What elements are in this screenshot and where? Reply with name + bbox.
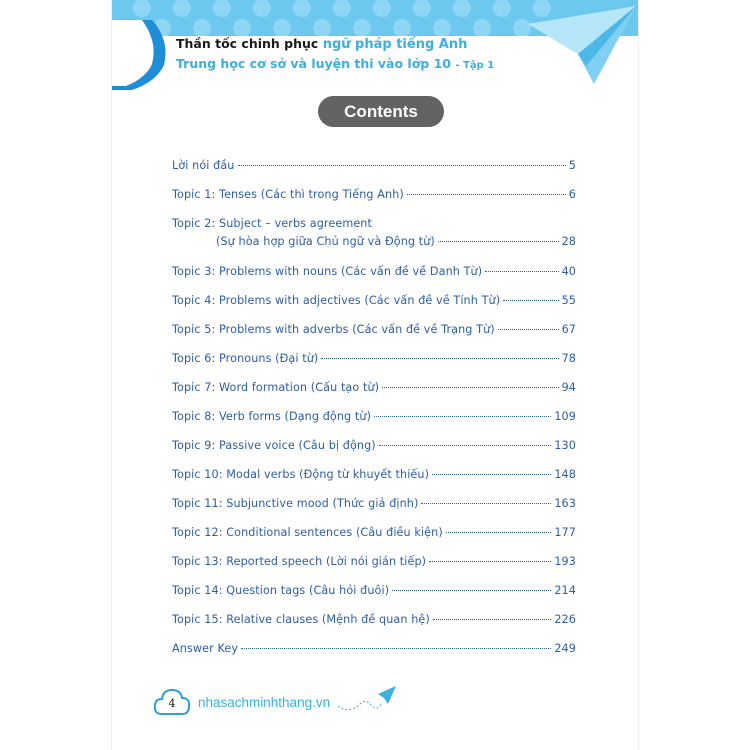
dot-leader bbox=[392, 590, 551, 591]
dot-leader bbox=[433, 619, 552, 620]
toc-entry[interactable] bbox=[172, 264, 576, 293]
toc-entry-page: 193 bbox=[554, 555, 576, 568]
toc-entry-label: Topic 6: Pronouns (Đại từ) bbox=[172, 352, 319, 365]
toc-entry-page: 67 bbox=[561, 323, 576, 336]
dot-leader bbox=[438, 241, 559, 242]
toc-entry-page: 148 bbox=[554, 468, 576, 481]
title-line-2 bbox=[176, 56, 494, 71]
toc-entry-label: Topic 8: Verb forms (Dạng động từ) bbox=[172, 410, 372, 423]
table-of-contents bbox=[172, 158, 576, 670]
page-number: 4 bbox=[168, 696, 176, 710]
toc-entry[interactable] bbox=[172, 467, 576, 496]
toc-entry[interactable] bbox=[172, 641, 576, 670]
dot-leader bbox=[498, 329, 559, 330]
toc-entry-label-continued: (Sự hòa hợp giữa Chủ ngữ và Động từ) bbox=[216, 235, 435, 248]
toc-entry-label: Topic 5: Problems with adverbs (Các vấn đề về Trạng Từ) bbox=[172, 323, 495, 336]
dot-leader bbox=[446, 532, 552, 533]
title-prefix: Thần tốc chinh phục bbox=[176, 36, 319, 51]
footer-plane-icon bbox=[338, 684, 398, 716]
dot-leader bbox=[421, 503, 551, 504]
dot-leader bbox=[241, 648, 551, 649]
toc-entry-page: 130 bbox=[554, 439, 576, 452]
toc-entry[interactable] bbox=[172, 409, 576, 438]
toc-entry-label: Answer Key bbox=[172, 642, 239, 655]
title-accent: ngữ pháp tiếng Anh bbox=[322, 37, 468, 52]
toc-entry-page: 214 bbox=[554, 584, 576, 597]
toc-entry-page: 78 bbox=[561, 352, 576, 365]
corner-swoosh-decoration bbox=[112, 20, 172, 90]
toc-entry-label: Topic 14: Question tags (Câu hỏi đuôi) bbox=[172, 584, 390, 597]
toc-entry-label: Topic 7: Word formation (Cấu tạo từ) bbox=[172, 381, 380, 394]
dot-leader bbox=[321, 358, 558, 359]
dot-leader bbox=[407, 194, 566, 195]
dot-leader bbox=[238, 165, 566, 166]
toc-entry[interactable] bbox=[172, 583, 576, 612]
paper-plane-icon bbox=[498, 0, 638, 90]
toc-entry-label: Lời nói đầu bbox=[172, 159, 235, 172]
book-title bbox=[176, 36, 494, 71]
toc-entry-page: 28 bbox=[561, 235, 576, 248]
toc-entry[interactable] bbox=[172, 322, 576, 351]
toc-entry-page: 94 bbox=[561, 381, 576, 394]
toc-entry[interactable] bbox=[172, 612, 576, 641]
toc-entry-page: 226 bbox=[554, 613, 576, 626]
toc-entry-page: 55 bbox=[561, 294, 576, 307]
volume-label: - Tập 1 bbox=[455, 60, 495, 71]
toc-entry[interactable] bbox=[172, 438, 576, 467]
dot-leader bbox=[379, 445, 552, 446]
book-page bbox=[112, 0, 638, 750]
toc-entry-label: Topic 4: Problems with adjectives (Các vấn đề về Tính Từ) bbox=[172, 294, 501, 307]
toc-entry-page: 163 bbox=[554, 497, 576, 510]
toc-entry-label: Topic 1: Tenses (Các thì trong Tiếng Anh) bbox=[172, 188, 404, 201]
toc-entry-page: 5 bbox=[568, 159, 576, 172]
toc-entry-page: 177 bbox=[554, 526, 576, 539]
dot-leader bbox=[382, 387, 558, 388]
toc-entry-page: 249 bbox=[554, 642, 576, 655]
dot-leader bbox=[432, 474, 551, 475]
dot-leader bbox=[374, 416, 551, 417]
toc-entry[interactable] bbox=[172, 554, 576, 583]
toc-entry-page: 109 bbox=[554, 410, 576, 423]
website-label: nhasachminhthang.vn bbox=[198, 695, 331, 710]
toc-entry[interactable] bbox=[172, 351, 576, 380]
toc-entry[interactable] bbox=[172, 216, 576, 264]
subtitle: Trung học cơ sở và luyện thi vào lớp 10 bbox=[176, 56, 451, 71]
contents-heading: Contents bbox=[318, 96, 444, 127]
toc-entry-label: Topic 12: Conditional sentences (Câu điều kiện) bbox=[172, 526, 443, 539]
title-line-1 bbox=[176, 36, 494, 52]
toc-entry[interactable] bbox=[172, 380, 576, 409]
dot-leader bbox=[429, 561, 551, 562]
dot-leader bbox=[485, 271, 558, 272]
dot-leader bbox=[503, 300, 558, 301]
page-footer bbox=[152, 684, 452, 724]
toc-entry-label: Topic 3: Problems with nouns (Các vấn đề về Danh Từ) bbox=[172, 265, 483, 278]
toc-entry-label: Topic 9: Passive voice (Câu bị động) bbox=[172, 439, 376, 452]
toc-entry-page: 40 bbox=[561, 265, 576, 278]
toc-entry[interactable] bbox=[172, 187, 576, 216]
toc-entry[interactable] bbox=[172, 525, 576, 554]
toc-entry[interactable] bbox=[172, 293, 576, 322]
toc-entry-label: Topic 15: Relative clauses (Mệnh đề quan hệ) bbox=[172, 613, 430, 626]
toc-entry[interactable] bbox=[172, 158, 576, 187]
toc-entry-label: Topic 2: Subject – verbs agreement bbox=[172, 217, 372, 230]
toc-entry-label: Topic 10: Modal verbs (Động từ khuyết thiếu) bbox=[172, 468, 430, 481]
toc-entry-label: Topic 13: Reported speech (Lời nói gián tiếp) bbox=[172, 555, 427, 568]
toc-entry[interactable] bbox=[172, 496, 576, 525]
toc-entry-page: 6 bbox=[568, 188, 576, 201]
toc-entry-label: Topic 11: Subjunctive mood (Thức giả định) bbox=[172, 497, 419, 510]
